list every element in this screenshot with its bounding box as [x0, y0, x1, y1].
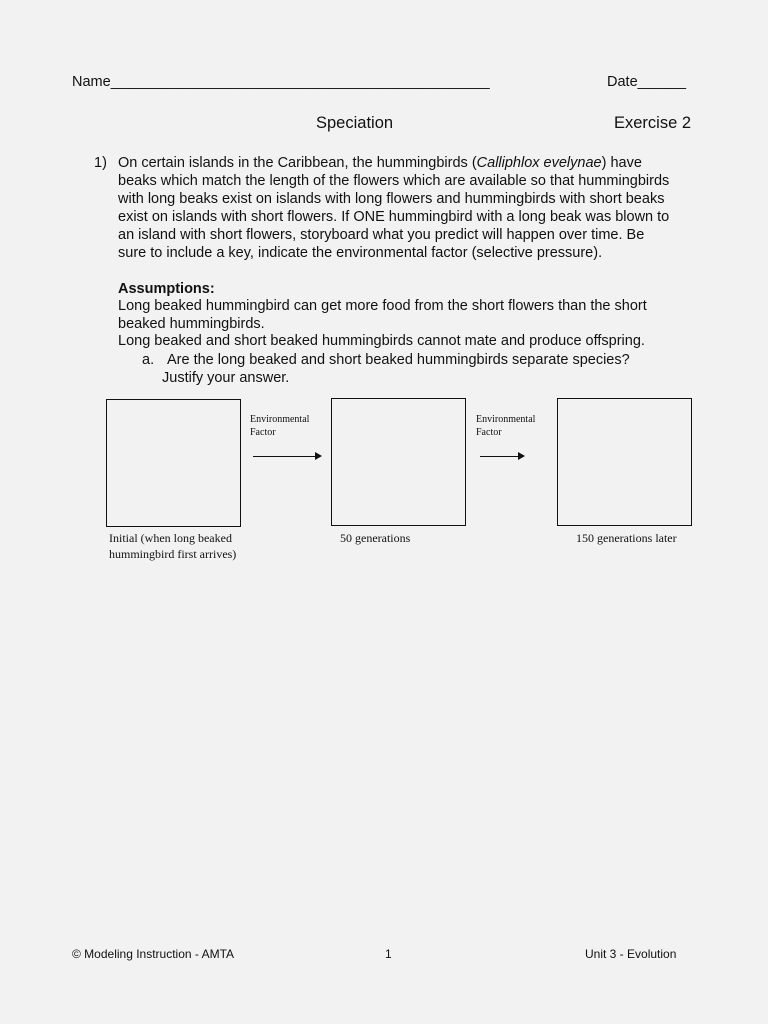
assumptions-heading: Assumptions: — [118, 281, 215, 297]
storyboard-box-50-generations[interactable] — [331, 398, 466, 526]
question-line-4: exist on islands with short flowers. If ONE hummingbird with a long beak was blown to — [118, 209, 670, 225]
species-name: Calliphlox evelynae — [476, 155, 602, 171]
name-label: Name — [72, 74, 111, 90]
caption-50-generations: 50 generations — [340, 531, 411, 545]
footer-unit: Unit 3 - Evolution — [585, 947, 677, 961]
caption-150-generations: 150 generations later — [576, 531, 677, 545]
page-number: 1 — [385, 947, 392, 961]
subquestion-label: a. — [142, 352, 155, 368]
storyboard-box-150-generations[interactable] — [557, 398, 692, 526]
subquestion-line-1: Are the long beaked and short beaked hummingbirds separate species? — [167, 352, 630, 368]
environmental-factor-label-2: Environmental Factor — [476, 414, 536, 438]
arrow-icon — [480, 456, 523, 457]
name-blank[interactable]: _______________________________________________ — [110, 74, 490, 90]
arrow-icon — [253, 456, 320, 457]
page-title: Speciation — [316, 114, 394, 132]
date-blank[interactable]: ______ — [637, 74, 687, 90]
caption-initial: Initial (when long beaked hummingbird first arrives) — [109, 531, 237, 561]
environmental-factor-label-1: Environmental Factor — [250, 414, 310, 438]
date-field — [607, 74, 686, 90]
question-line-2: beaks which match the length of the flowers which are available so that hummingbirds — [118, 173, 670, 189]
question-line-1: On certain islands in the Caribbean, the hummingbirds (Calliphlox evelynae) have — [118, 155, 642, 171]
storyboard-box-initial[interactable] — [106, 399, 241, 527]
question-number: 1) — [94, 155, 107, 171]
assumption-line-3: Long beaked and short beaked hummingbirds cannot mate and produce offspring. — [118, 333, 645, 349]
question-line-5: an island with short flowers, storyboard what you predict will happen over time. Be — [118, 227, 645, 243]
subquestion-line-2: Justify your answer. — [162, 370, 290, 386]
exercise-label: Exercise 2 — [614, 114, 692, 132]
name-field — [72, 74, 490, 90]
assumption-line-1: Long beaked hummingbird can get more food from the short flowers than the short — [118, 298, 647, 314]
question-line-3: with long beaks exist on islands with long flowers and hummingbirds with short beaks — [118, 191, 665, 207]
assumption-line-2: beaked hummingbirds. — [118, 316, 265, 332]
question-line-6: sure to include a key, indicate the environmental factor (selective pressure). — [118, 245, 603, 261]
footer-copyright: © Modeling Instruction - AMTA — [72, 947, 235, 961]
date-label: Date — [607, 74, 638, 90]
